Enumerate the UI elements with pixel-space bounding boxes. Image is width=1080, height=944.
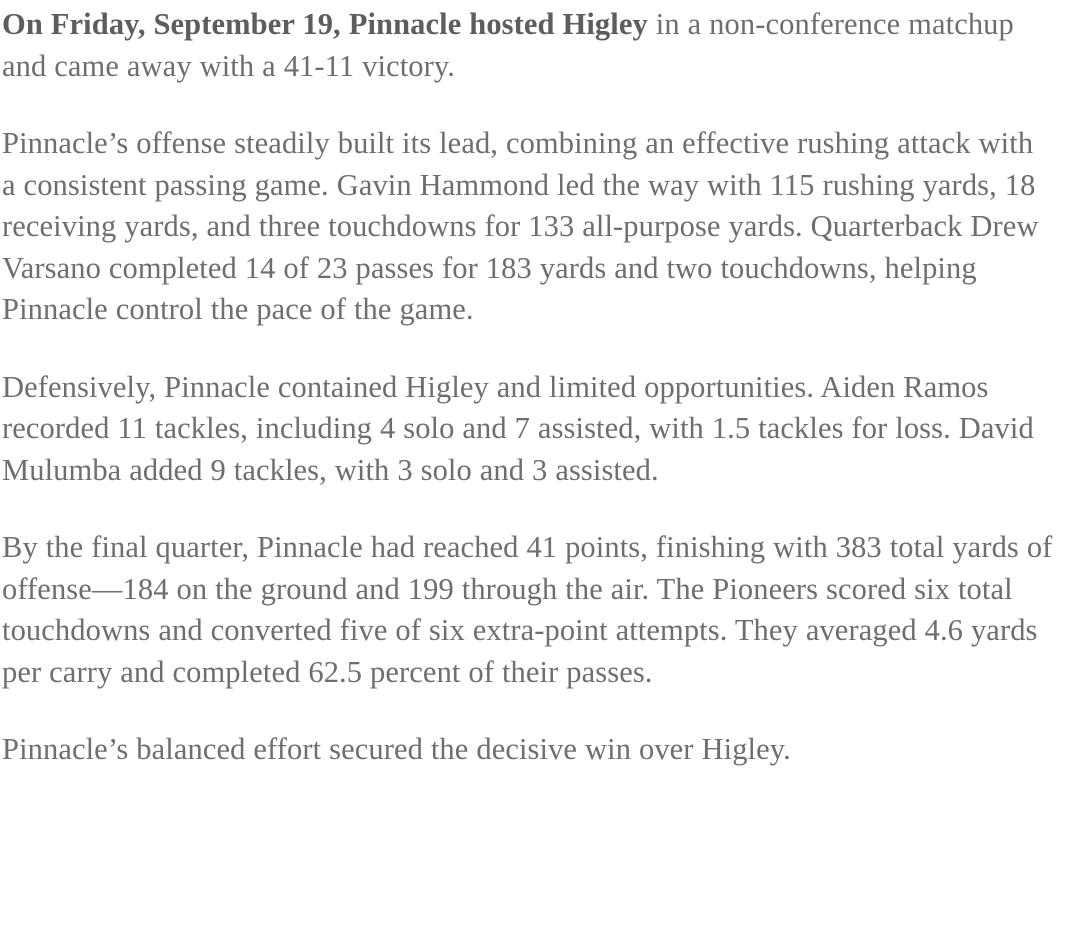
paragraph-offense: Pinnacle’s offense steadily built its lead, combining an effective rushing attack with a consistent passing game. Gavin Hammond led the way with 115 rushing yards, 18 receiving yards, and three touchdowns for 133 all-purpose yards. Quarterback Drew Varsano completed 14 of 23 passes for 183 yards and two touchdowns, helping Pinnacle control the pace of the game. [2,126,1039,326]
lead-rest: in a non-conference matchup and came away with a 41-11 victory. [2,7,1014,83]
paragraph-totals: By the final quarter, Pinnacle had reached 41 points, finishing with 383 total yards of offense—184 on the ground and 199 through the air. The Pioneers scored six total touchdowns and converted five of six extra-point attempts. They averaged 4.6 yards per carry and completed 62.5 percent of their passes. [2,530,1053,689]
lead-bold-prefix: On Friday, September 19, Pinnacle hosted Higley [2,7,648,41]
paragraph-closing: Pinnacle’s balanced effort secured the decisive win over Higley. [2,732,791,766]
paragraph-defense: Defensively, Pinnacle contained Higley and limited opportunities. Aiden Ramos recorded 11 tackles, including 4 solo and 7 assisted, with 1.5 tackles for loss. David Mulumba added 9 tackles, with 3 solo and 3 assisted. [2,369,1034,487]
paragraph-lead [2,4,1053,87]
